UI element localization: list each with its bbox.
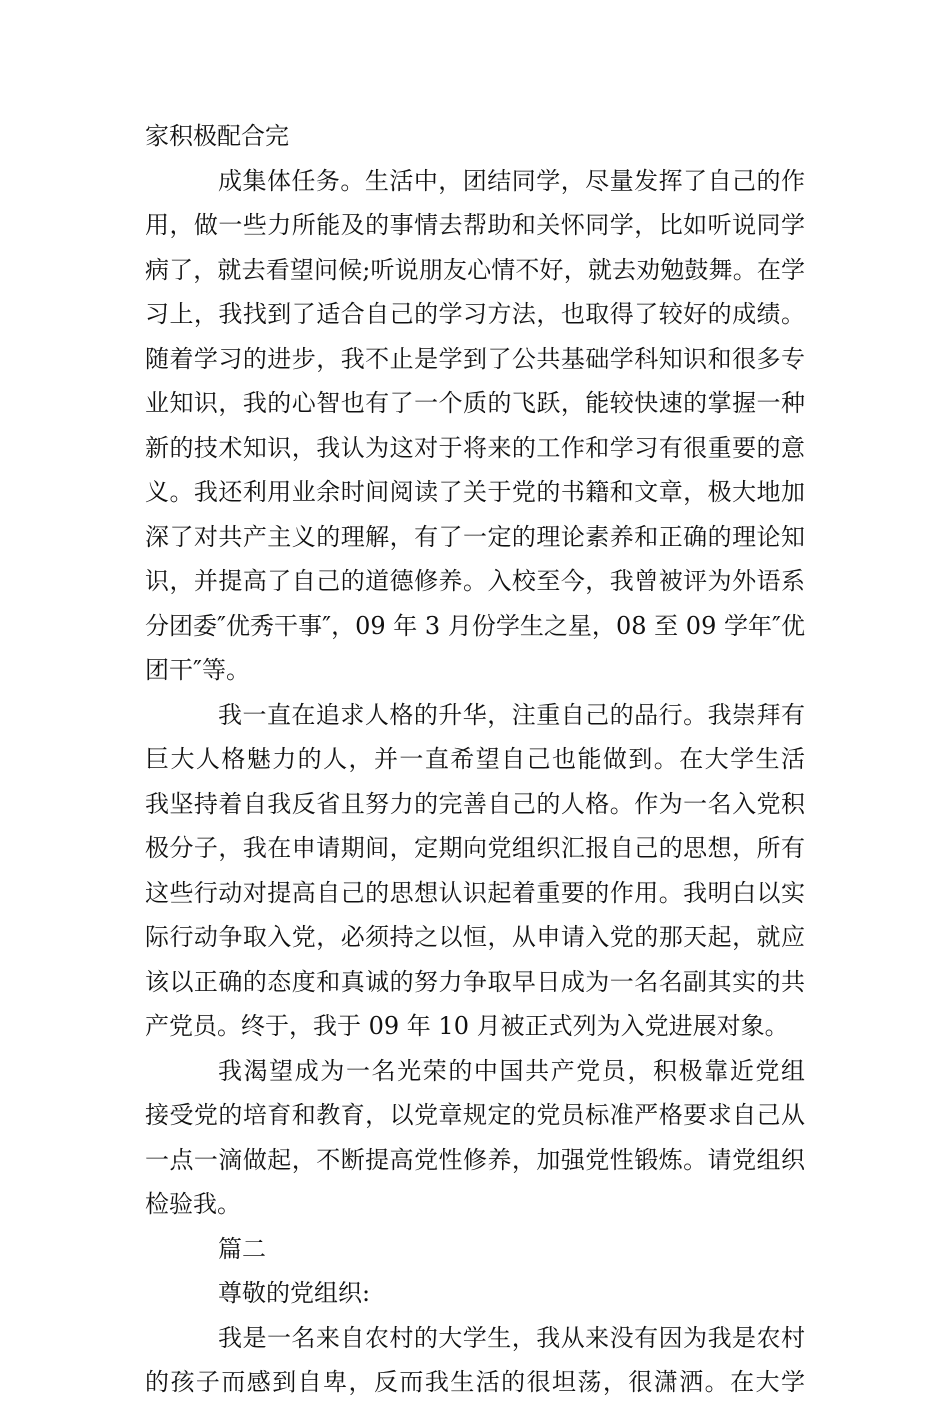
document-body <box>145 114 805 1405</box>
text-line: 我是一名来自农村的大学生，我从来没有因为我是农村 <box>218 1323 805 1352</box>
text-line: 接受党的培育和教育，以党章规定的党员标准严格要求自己从 <box>145 1101 805 1129</box>
text-line: 义。我还利用业余时间阅读了关于党的书籍和文章，极大地加 <box>145 478 805 506</box>
text-line: 巨大人格魅力的人，并一直希望自己也能做到。在大学生活 <box>145 745 805 773</box>
text-line: 篇二 <box>218 1234 266 1263</box>
text-line: 用，做一些力所能及的事情去帮助和关怀同学，比如听说同学 <box>145 211 805 239</box>
text-line: 我一直在追求人格的升华，注重自己的品行。我崇拜有 <box>218 700 805 729</box>
text-line: 随着学习的进步，我不止是学到了公共基础学科知识和很多专 <box>145 344 805 373</box>
text-line: 成集体任务。生活中，团结同学，尽量发挥了自己的作 <box>218 166 805 195</box>
text-line: 我渴望成为一名光荣的中国共产党员，积极靠近党组 <box>218 1056 805 1085</box>
text-line: 检验我。 <box>145 1190 241 1218</box>
text-line: 分团委″优秀干事″，09 年 3 月份学生之星，08 至 09 学年″优 <box>145 611 805 640</box>
text-line: 一点一滴做起，不断提高党性修养，加强党性锻炼。请党组织 <box>145 1145 805 1174</box>
text-line: 团干″等。 <box>145 656 250 684</box>
text-line: 极分子，我在申请期间，定期向党组织汇报自己的思想，所有 <box>145 834 805 862</box>
text-line: 的孩子而感到自卑，反而我生活的很坦荡，很潇洒。在大学 <box>145 1368 805 1396</box>
text-line: 该以正确的态度和真诚的努力争取早日成为一名名副其实的共 <box>145 967 805 996</box>
text-line: 际行动争取入党，必须持之以恒，从申请入党的那天起，就应 <box>145 923 805 951</box>
text-line: 病了，就去看望问候;听说朋友心情不好，就去劝勉鼓舞。在学 <box>145 255 805 284</box>
text-line: 家积极配合完 <box>145 122 289 150</box>
text-line: 产党员。终于，我于 09 年 10 月被正式列为入党进展对象。 <box>145 1012 789 1040</box>
text-line: 新的技术知识，我认为这对于将来的工作和学习有很重要的意 <box>145 433 805 462</box>
text-line: 识，并提高了自己的道德修养。入校至今，我曾被评为外语系 <box>145 567 805 595</box>
text-line: 这些行动对提高自己的思想认识起着重要的作用。我明白以实 <box>145 878 805 907</box>
text-line: 习上，我找到了适合自己的学习方法，也取得了较好的成绩。 <box>145 300 805 328</box>
text-line: 深了对共产主义的理解，有了一定的理论素养和正确的理论知 <box>145 522 805 551</box>
text-line: 我坚持着自我反省且努力的完善自己的人格。作为一名入党积 <box>145 789 805 818</box>
text-line: 业知识，我的心智也有了一个质的飞跃，能较快速的掌握一种 <box>145 389 805 417</box>
text-line: 尊敬的党组织: <box>218 1279 371 1307</box>
